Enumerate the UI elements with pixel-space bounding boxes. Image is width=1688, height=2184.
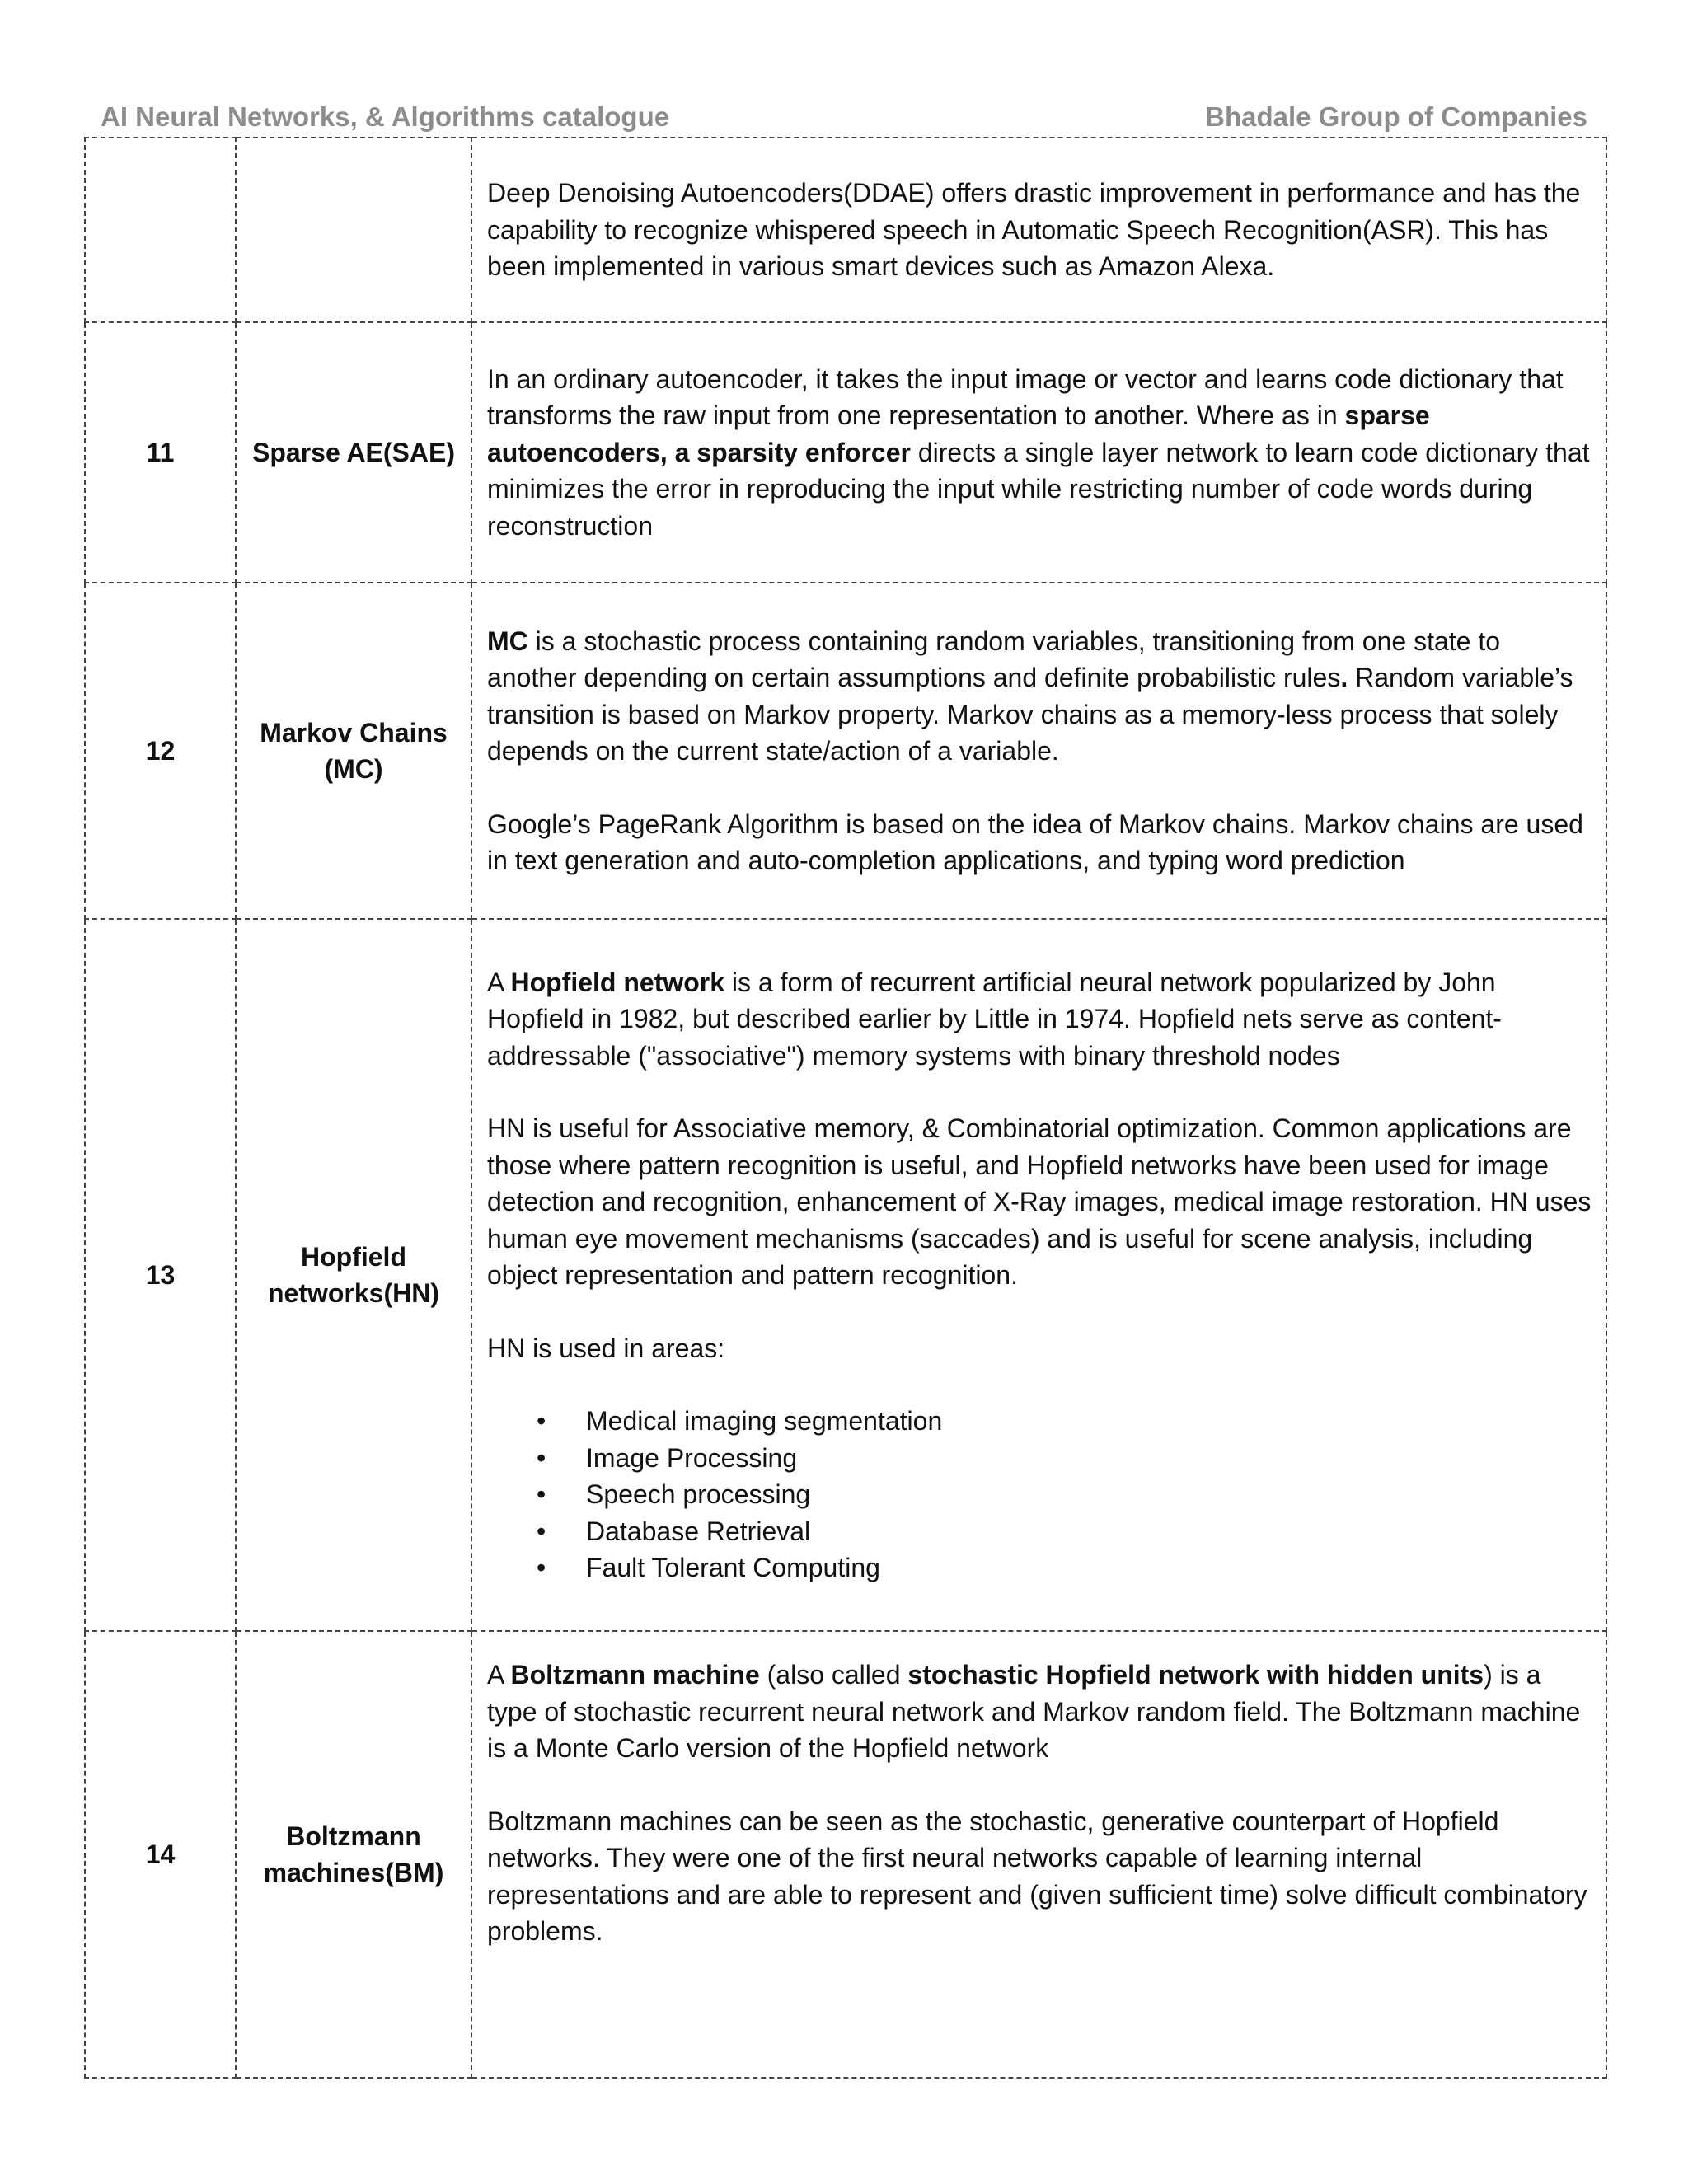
list-item: • Fault Tolerant Computing — [586, 1549, 1594, 1586]
description-paragraph: Boltzmann machines can be seen as the stochastic, generative counterpart of Hopfield networks. They were one of the first neural networks capable of learning internal representations and are able to represent and (given sufficient time) solve difficult combinatory problems. — [487, 1806, 1587, 1946]
table-row — [85, 322, 1606, 583]
description-paragraph — [487, 1657, 1594, 1767]
description-paragraph: HN is used in areas: — [487, 1333, 725, 1363]
description-paragraph: HN is useful for Associative memory, & Combinatorial optimization. Common applications are those where pattern recognition is useful, and Hopfield networks have been used for image detection and recognition, enhancement of X-Ray images, medical image restoration. HN uses human eye movement mechanisms (saccades) and is useful for scene analysis, including object representation and pattern recognition. — [487, 1113, 1592, 1290]
text-run: is a form of recurrent artificial neural network popularized by John Hopfield in 1982, but described earlier by Little in 1974. Hopfield nets serve as content-addressable ("associative") memory systems with binary threshold nodes — [487, 967, 1502, 1071]
row-name: Boltzmann machines(BM) — [236, 1631, 471, 2078]
row-number: 11 — [85, 322, 236, 583]
text-run: A — [487, 1660, 511, 1690]
text-run: (also called — [759, 1660, 908, 1690]
description-paragraph — [487, 964, 1594, 1075]
text-run: directs a single layer network to learn code dictionary that minimizes the error in reproducing the input while restricting number of code words during reconstruction — [487, 437, 1590, 541]
bold-term: Boltzmann machine — [510, 1660, 760, 1690]
row-description — [471, 1631, 1606, 2078]
row-number: 14 — [85, 1631, 236, 2078]
page-header — [101, 99, 1587, 135]
table-row — [85, 138, 1606, 322]
table-row — [85, 583, 1606, 919]
row-name — [236, 138, 471, 322]
row-description — [471, 583, 1606, 919]
row-name: Markov Chains (MC) — [236, 583, 471, 919]
row-description — [471, 322, 1606, 583]
row-description — [471, 919, 1606, 1631]
description-paragraph: Google’s PageRank Algorithm is based on the idea of Markov chains. Markov chains are used in text generation and auto-completion applications, and typing word prediction — [487, 808, 1583, 875]
description-paragraph — [487, 623, 1594, 770]
bold-term: . — [1340, 663, 1348, 692]
header-company-name: Bhadale Group of Companies — [1205, 101, 1587, 132]
bold-term: sparse autoencoders, a sparsity enforcer — [487, 401, 1430, 467]
text-run: Random variable’s transition is based on Markov property. Markov chains as a memory-less process that solely depends on the current state/action of a variable. — [487, 663, 1573, 766]
description-paragraph — [487, 361, 1594, 545]
catalogue-table — [84, 137, 1607, 2079]
header-catalogue-title: AI Neural Networks, & Algorithms catalogue — [101, 101, 670, 132]
description-paragraph: Deep Denoising Autoencoders(DDAE) offers drastic improvement in performance and has the capability to recognize whispered speech in Automatic Speech Recognition(ASR). This has been implemented in various smart devices such as Amazon Alexa. — [487, 178, 1581, 282]
table-row — [85, 1631, 1606, 2078]
areas-list — [487, 1403, 1594, 1586]
bold-term: stochastic Hopfield network with hidden units — [907, 1660, 1484, 1690]
table-row — [85, 919, 1606, 1631]
text-run: A — [487, 967, 511, 997]
row-name: Hopfield networks(HN) — [236, 919, 471, 1631]
row-name: Sparse AE(SAE) — [236, 322, 471, 583]
bold-term: Hopfield network — [510, 967, 725, 997]
list-item: • Database Retrieval — [586, 1513, 1594, 1550]
list-item: • Image Processing — [586, 1440, 1594, 1477]
text-run: is a stochastic process containing random variables, transitioning from one state to another depending on certain assumptions and definite probabilistic rules — [487, 626, 1501, 692]
list-item: • Speech processing — [586, 1476, 1594, 1513]
text-run: In an ordinary autoencoder, it takes the input image or vector and learns code dictionary that transforms the raw input from one representation to another. Where as in — [487, 363, 1564, 431]
row-number — [85, 138, 236, 322]
row-number: 12 — [85, 583, 236, 919]
row-description — [471, 138, 1606, 322]
text-run: ) is a type of stochastic recurrent neural network and Markov random field. The Boltzmann machine is a Monte Carlo version of the Hopfield network — [487, 1660, 1581, 1763]
list-item: • Medical imaging segmentation — [586, 1403, 1594, 1440]
row-number: 13 — [85, 919, 236, 1631]
bold-term: MC — [487, 626, 528, 656]
